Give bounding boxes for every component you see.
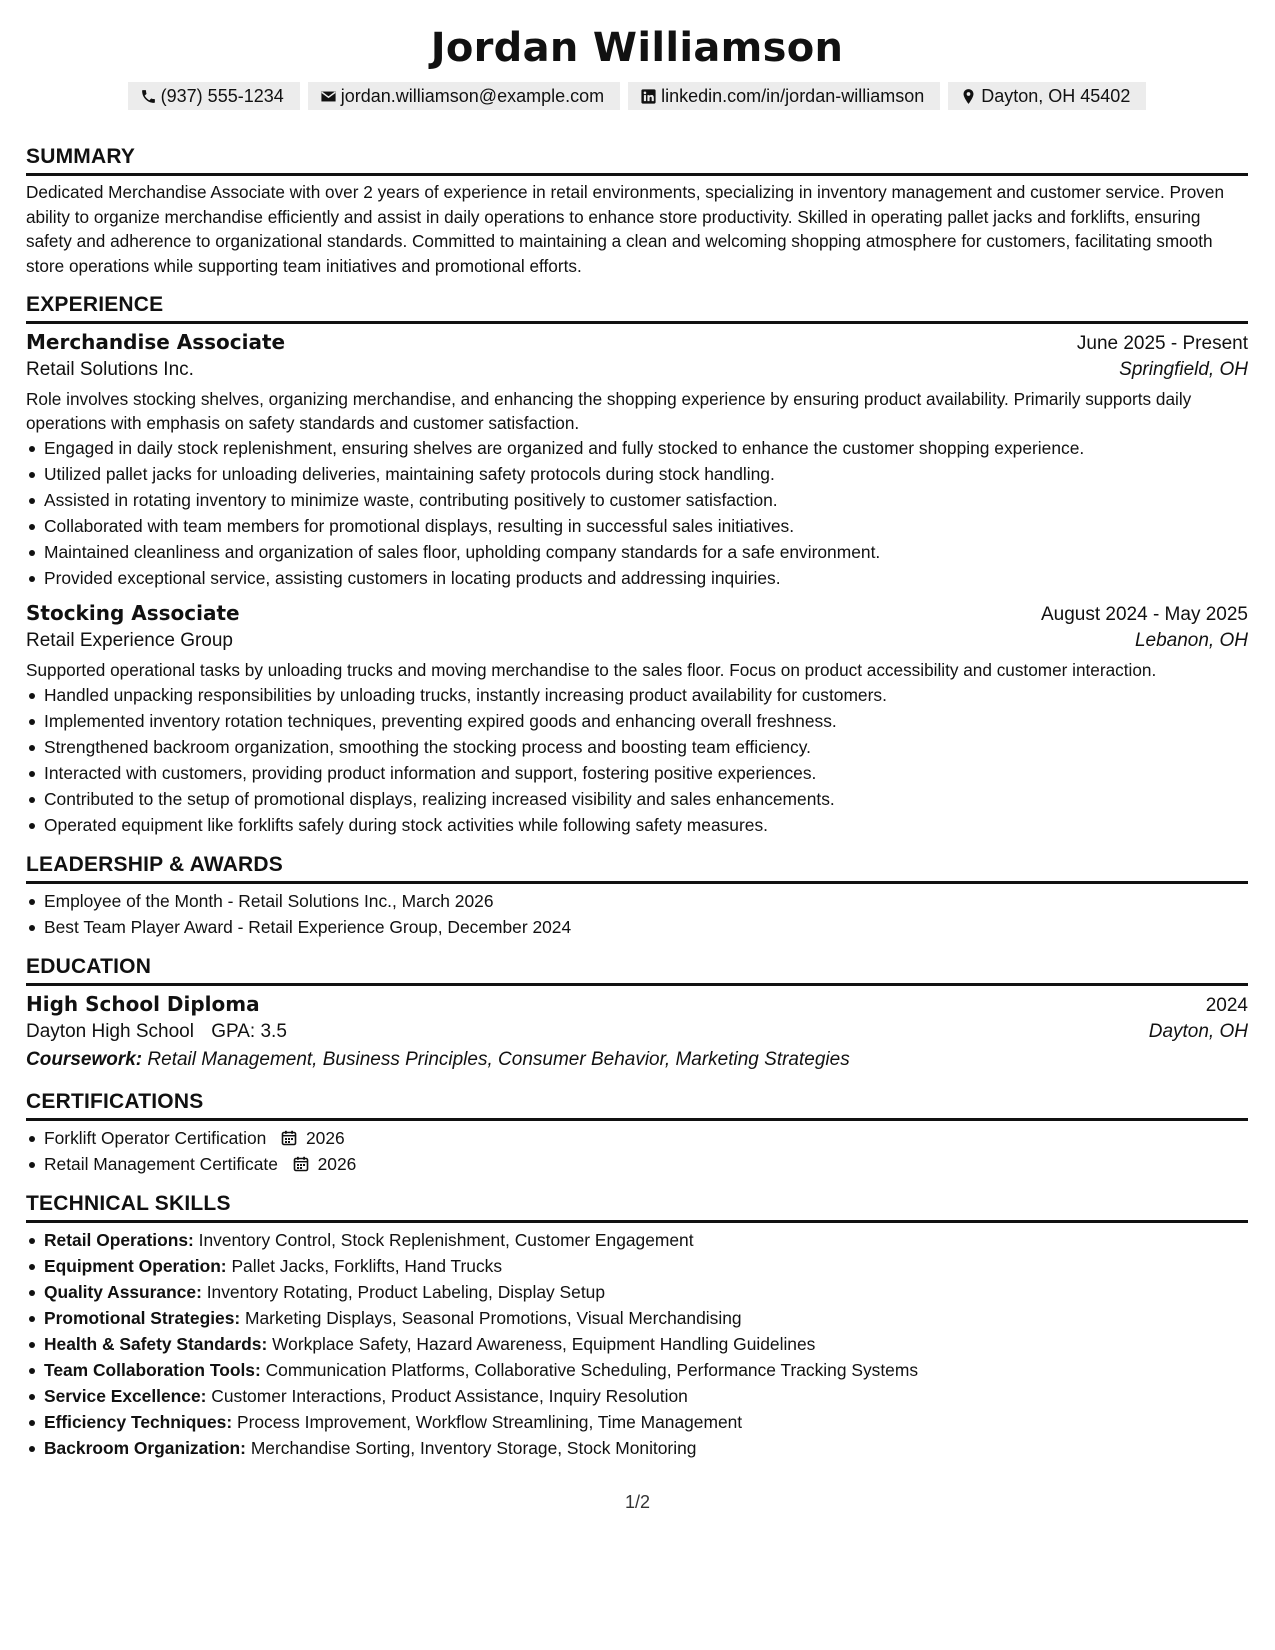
contact-bar (26, 82, 1248, 110)
experience-section (26, 292, 1248, 838)
skills-section (26, 1191, 1248, 1461)
contact-location (948, 82, 1146, 110)
list-item: Engaged in daily stock replenishment, ensuring shelves are organized and fully stocked to enhance the customer shopping experience. (44, 435, 1248, 461)
job-entry (26, 601, 1248, 838)
contact-linkedin-text: linkedin.com/in/jordan-williamson (661, 85, 925, 106)
coursework-label: Coursework: (26, 1049, 143, 1071)
list-item: Maintained cleanliness and organization of sales floor, upholding company standards for a safe environment. (44, 539, 1248, 565)
certification-name: Retail Management Certificate (44, 1154, 278, 1175)
job-title: Stocking Associate (26, 601, 240, 626)
school-gpa: GPA: 3.5 (211, 1021, 287, 1043)
skill-category: Health & Safety Standards: (44, 1334, 268, 1355)
school-name: Dayton High School (26, 1021, 194, 1043)
skills-heading: TECHNICAL SKILLS (26, 1191, 1248, 1223)
school-location: Dayton, OH (1148, 1021, 1248, 1043)
resume-page (26, 0, 1248, 1461)
job-description: Role involves stocking shelves, organizing merchandise, and enhancing the shopping experience by ensuring product availability. Primarily supports daily operations with emphasis on safety standards and customer satisfaction. (26, 389, 1192, 434)
page-number: 1/2 (624, 1492, 651, 1512)
list-item (44, 1227, 1248, 1253)
list-item (44, 1435, 1248, 1461)
skill-category: Backroom Organization: (44, 1438, 246, 1459)
map-pin-icon (960, 88, 977, 105)
skill-values: Process Improvement, Workflow Streamlining, Time Management (236, 1412, 743, 1433)
list-item: Provided exceptional service, assisting customers in locating products and addressing inquiries. (44, 565, 1248, 591)
phone-icon (140, 88, 157, 105)
envelope-icon (320, 88, 337, 105)
list-item: Contributed to the setup of promotional displays, realizing increased visibility and sales enhancements. (44, 786, 1248, 812)
skill-values: Inventory Control, Stock Replenishment, Customer Engagement (198, 1230, 694, 1251)
summary-heading: SUMMARY (26, 144, 1248, 176)
list-item: Operated equipment like forklifts safely during stock activities while following safety measures. (44, 812, 1248, 838)
list-item (44, 1383, 1248, 1409)
list-item: Interacted with customers, providing product information and support, fostering positive experiences. (44, 760, 1248, 786)
job-dates: June 2025 - Present (1076, 333, 1248, 355)
coursework (26, 1049, 1248, 1071)
education-section (26, 954, 1248, 1071)
coursework-list: Retail Management, Business Principles, Consumer Behavior, Marketing Strategies (147, 1049, 850, 1071)
list-item (44, 1279, 1248, 1305)
education-heading: EDUCATION (26, 954, 1248, 986)
list-item (44, 1125, 1248, 1151)
certification-year: 2026 (305, 1128, 345, 1149)
summary-text: Dedicated Merchandise Associate with over 2 years of experience in retail environments, specializing in inventory management and customer service. Proven ability to organize merchandise efficiently and assist in daily operations to enhance store productivity. Skilled in operating pallet jacks and forklifts, ensuring safety and adherence to organizational standards. Committed to maintaining a clean and welcoming shopping atmosphere for customers, facilitating smooth store operations while supporting team initiatives and promotional efforts. (26, 182, 1224, 276)
skills-list (26, 1227, 1248, 1461)
job-dates: August 2024 - May 2025 (1040, 604, 1248, 626)
contact-email-text: jordan.williamson@example.com (340, 85, 605, 106)
list-item: Utilized pallet jacks for unloading deliveries, maintaining safety protocols during stock handling. (44, 461, 1248, 487)
job-entry (26, 330, 1248, 591)
skill-category: Equipment Operation: (44, 1256, 227, 1277)
summary-section (26, 144, 1248, 278)
list-item: Assisted in rotating inventory to minimize waste, contributing positively to customer satisfaction. (44, 487, 1248, 513)
list-item (44, 1409, 1248, 1435)
skill-values: Pallet Jacks, Forklifts, Hand Trucks (231, 1256, 503, 1277)
awards-heading: LEADERSHIP & AWARDS (26, 852, 1248, 884)
skill-values: Marketing Displays, Seasonal Promotions, Visual Merchandising (245, 1308, 742, 1329)
list-item (44, 1305, 1248, 1331)
list-item: Implemented inventory rotation techniques, preventing expired goods and enhancing overall freshness. (44, 708, 1248, 734)
list-item: Employee of the Month - Retail Solutions Inc., March 2026 (44, 888, 1248, 914)
contact-email[interactable] (308, 82, 620, 110)
contact-linkedin[interactable] (628, 82, 940, 110)
skill-category: Quality Assurance: (44, 1282, 202, 1303)
list-item: Best Team Player Award - Retail Experience Group, December 2024 (44, 914, 1248, 940)
skill-values: Communication Platforms, Collaborative Scheduling, Performance Tracking Systems (265, 1360, 919, 1381)
calendar-icon (281, 1130, 297, 1146)
job-location: Lebanon, OH (1134, 630, 1248, 652)
list-item (44, 1253, 1248, 1279)
certifications-heading: CERTIFICATIONS (26, 1089, 1248, 1121)
list-item (44, 1357, 1248, 1383)
skill-values: Customer Interactions, Product Assistance, Inquiry Resolution (211, 1386, 688, 1407)
awards-section (26, 852, 1248, 940)
skill-values: Inventory Rotating, Product Labeling, Display Setup (206, 1282, 605, 1303)
job-location: Springfield, OH (1119, 359, 1248, 381)
job-bullets (26, 435, 1248, 591)
job-description: Supported operational tasks by unloading trucks and moving merchandise to the sales floor. Focus on product accessibility and customer interaction. (26, 660, 1157, 681)
linkedin-icon (640, 88, 657, 105)
skill-values: Workplace Safety, Hazard Awareness, Equipment Handling Guidelines (272, 1334, 816, 1355)
job-company: Retail Experience Group (26, 630, 233, 652)
graduation-year: 2024 (1205, 995, 1248, 1017)
experience-heading: EXPERIENCE (26, 292, 1248, 324)
candidate-name: Jordan Williamson (430, 25, 844, 71)
list-item: Handled unpacking responsibilities by unloading trucks, instantly increasing product availability for customers. (44, 682, 1248, 708)
list-item (44, 1151, 1248, 1177)
skill-category: Promotional Strategies: (44, 1308, 241, 1329)
contact-phone-text: (937) 555-1234 (160, 85, 284, 106)
skill-values: Merchandise Sorting, Inventory Storage, Stock Monitoring (250, 1438, 697, 1459)
skill-category: Retail Operations: (44, 1230, 194, 1251)
skill-category: Service Excellence: (44, 1386, 207, 1407)
skill-category: Efficiency Techniques: (44, 1412, 233, 1433)
certifications-section (26, 1089, 1248, 1177)
certifications-list (26, 1125, 1248, 1177)
contact-location-text: Dayton, OH 45402 (981, 85, 1131, 106)
list-item: Strengthened backroom organization, smoothing the stocking process and boosting team efficiency. (44, 734, 1248, 760)
certification-name: Forklift Operator Certification (44, 1128, 267, 1149)
job-title: Merchandise Associate (26, 330, 286, 355)
degree-title: High School Diploma (26, 992, 260, 1017)
job-bullets (26, 682, 1248, 838)
list-item (44, 1331, 1248, 1357)
contact-phone[interactable] (128, 82, 300, 110)
skill-category: Team Collaboration Tools: (44, 1360, 261, 1381)
list-item: Collaborated with team members for promotional displays, resulting in successful sales initiatives. (44, 513, 1248, 539)
awards-list (26, 888, 1248, 940)
certification-year: 2026 (317, 1154, 357, 1175)
calendar-icon (293, 1156, 309, 1172)
job-company: Retail Solutions Inc. (26, 359, 194, 381)
